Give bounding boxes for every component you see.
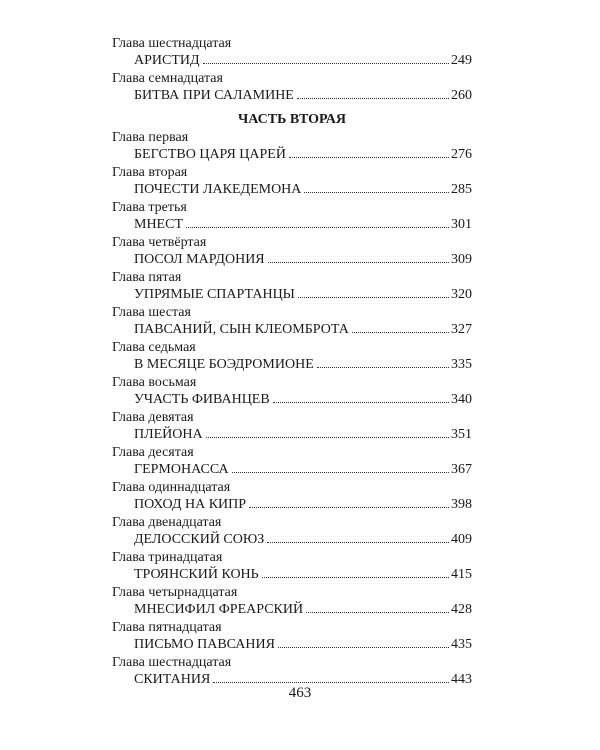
dot-leader	[297, 98, 449, 99]
chapter-title: БИТВА ПРИ САЛАМИНЕ	[134, 88, 294, 103]
chapter-page-number: 435	[451, 637, 472, 652]
chapter-label: Глава седьмая	[112, 340, 196, 355]
chapter-label: Глава четвёртая	[112, 235, 207, 250]
chapter-title: ПЛЕЙОНА	[134, 427, 203, 442]
toc-entry-line	[112, 496, 472, 514]
chapter-title: БЕГСТВО ЦАРЯ ЦАРЕЙ	[134, 147, 286, 162]
chapter-title: ПИСЬМО ПАВСАНИЯ	[134, 637, 275, 652]
chapter-title: В МЕСЯЦЕ БОЭДРОМИОНЕ	[134, 357, 314, 372]
chapter-label: Глава пятая	[112, 270, 182, 285]
part-two-chapters	[112, 129, 472, 689]
chapter-label: Глава вторая	[112, 165, 188, 180]
toc-entry-line	[112, 216, 472, 234]
chapter-page-number: 335	[451, 357, 472, 372]
dot-leader	[203, 63, 449, 64]
toc-entry-line	[112, 426, 472, 444]
toc-entry-line	[112, 636, 472, 654]
chapter-page-number: 276	[451, 147, 472, 162]
chapter-title: МНЕСИФИЛ ФРЕАРСКИЙ	[134, 602, 304, 617]
chapter-page-number: 428	[451, 602, 472, 617]
dot-leader	[249, 507, 449, 508]
dot-leader	[278, 647, 449, 648]
dot-leader	[186, 227, 449, 228]
chapter-page-number: 249	[451, 53, 472, 68]
dot-leader	[298, 297, 449, 298]
chapter-title: АРИСТИД	[134, 53, 200, 68]
chapter-page-number: 409	[451, 532, 472, 547]
chapter-page-number: 309	[451, 252, 472, 267]
table-of-contents	[112, 35, 472, 689]
chapter-label: Глава двенадцатая	[112, 515, 222, 530]
chapter-label: Глава восьмая	[112, 375, 197, 390]
page-number: 463	[288, 685, 312, 701]
toc-entry-line	[112, 286, 472, 304]
chapter-title: ПОЧЕСТИ ЛАКЕДЕМОНА	[134, 182, 302, 197]
dot-leader	[213, 682, 449, 683]
dot-leader	[267, 542, 449, 543]
chapter-page-number: 260	[451, 88, 472, 103]
chapter-label: Глава шестая	[112, 305, 191, 320]
chapter-page-number: 351	[451, 427, 472, 442]
toc-entry-line	[112, 601, 472, 619]
toc-entry-line	[112, 321, 472, 339]
chapter-title: МНЕСТ	[134, 217, 183, 232]
chapter-label: Глава десятая	[112, 445, 194, 460]
chapter-label: Глава пятнадцатая	[112, 620, 222, 635]
dot-leader	[206, 437, 449, 438]
chapter-page-number: 340	[451, 392, 472, 407]
chapter-page-number: 415	[451, 567, 472, 582]
chapter-title: ПАВСАНИЙ, СЫН КЛЕОМБРОТА	[134, 322, 349, 337]
dot-leader	[262, 577, 449, 578]
toc-entry-line	[112, 531, 472, 549]
chapter-title: ПОСОЛ МАРДОНИЯ	[134, 252, 265, 267]
chapter-title: УПРЯМЫЕ СПАРТАНЦЫ	[134, 287, 295, 302]
chapter-page-number: 285	[451, 182, 472, 197]
chapter-page-number: 320	[451, 287, 472, 302]
part-one-tail	[112, 35, 472, 105]
chapter-label: Глава одиннадцатая	[112, 480, 231, 495]
chapter-title: УЧАСТЬ ФИВАНЦЕВ	[134, 392, 270, 407]
chapter-title: ГЕРМОНАССА	[134, 462, 229, 477]
dot-leader	[306, 612, 449, 613]
chapter-page-number: 367	[451, 462, 472, 477]
chapter-title: ДЕЛОССКИЙ СОЮЗ	[134, 532, 265, 547]
chapter-label: Глава девятая	[112, 410, 194, 425]
toc-entry-line	[112, 146, 472, 164]
toc-entry-line	[112, 461, 472, 479]
chapter-label: Глава семнадцатая	[112, 71, 223, 86]
dot-leader	[317, 367, 449, 368]
toc-entry-line	[112, 181, 472, 199]
toc-entry-line	[112, 87, 472, 105]
dot-leader	[232, 472, 449, 473]
dot-leader	[304, 192, 449, 193]
chapter-page-number: 398	[451, 497, 472, 512]
toc-entry-line	[112, 356, 472, 374]
toc-entry-line	[112, 251, 472, 269]
toc-entry-line	[112, 52, 472, 70]
chapter-label: Глава четырнадцатая	[112, 585, 238, 600]
chapter-title: ПОХОД НА КИПР	[134, 497, 247, 512]
chapter-label: Глава шестнадцатая	[112, 655, 232, 670]
chapter-title: СКИТАНИЯ	[134, 672, 211, 687]
dot-leader	[352, 332, 449, 333]
chapter-page-number: 327	[451, 322, 472, 337]
toc-entry-line	[112, 391, 472, 409]
chapter-label: Глава первая	[112, 130, 189, 145]
dot-leader	[268, 262, 449, 263]
chapter-label: Глава шестнадцатая	[112, 36, 232, 51]
chapter-label: Глава третья	[112, 200, 187, 215]
dot-leader	[273, 402, 449, 403]
chapter-page-number: 443	[451, 672, 472, 687]
chapter-title: ТРОЯНСКИЙ КОНЬ	[134, 567, 259, 582]
chapter-label: Глава тринадцатая	[112, 550, 223, 565]
dot-leader	[289, 157, 449, 158]
toc-entry-line	[112, 566, 472, 584]
chapter-page-number: 301	[451, 217, 472, 232]
part-two-heading: ЧАСТЬ ВТОРАЯ	[237, 112, 347, 127]
